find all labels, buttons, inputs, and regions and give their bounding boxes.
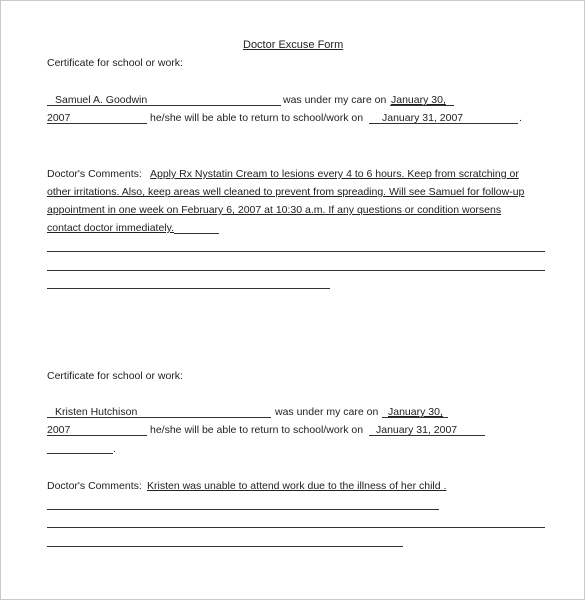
form-title: Doctor Excuse Form [243, 39, 344, 51]
certificate-2-blank-line [47, 509, 439, 510]
certificate-1-comment-line-4-tail [174, 233, 219, 234]
certificate-2-care-text: was under my care on [275, 406, 379, 418]
certificate-2-blank-line [47, 527, 545, 528]
certificate-1-comment-line-1: Apply Rx Nystatin Cream to lesions every 4 to 6 hours. Keep from scratching or [150, 168, 519, 180]
certificate-1-heading: Certificate for school or work: [47, 57, 183, 69]
certificate-1-blank-line [47, 288, 330, 289]
certificate-2-name-underline [47, 417, 271, 418]
certificate-1-return-date: January 31, 2007 [382, 112, 464, 124]
certificate-1-patient-name: Samuel A. Goodwin [55, 94, 148, 106]
certificate-1-return-date-underline [369, 123, 518, 124]
certificate-1-comment-line-3: appointment in one week on February 6, 2007 at 10:30 a.m. If any questions or condition worsens [47, 204, 502, 216]
certificate-2-return-text: he/she will be able to return to school/work on [150, 424, 364, 436]
certificate-2-return-date-underline [369, 435, 485, 436]
certificate-1-care-text: was under my care on [283, 94, 387, 106]
certificate-1-name-underline [47, 105, 281, 106]
certificate-1-return-end: . [519, 112, 522, 124]
certificate-1-comments-label: Doctor's Comments: [47, 168, 142, 180]
certificate-2-year-underline [47, 435, 147, 436]
certificate-1-year-underline [47, 123, 147, 124]
certificate-1-care-date-line2: 2007 [47, 112, 71, 124]
certificate-2-short-line [47, 453, 113, 454]
certificate-1-return-text: he/she will be able to return to school/work on [150, 112, 364, 124]
certificate-2-care-date-line1: January 30, [388, 406, 443, 418]
certificate-2-care-date-line2: 2007 [47, 424, 71, 436]
certificate-1-comment-line-2: other irritations. Also, keep areas well cleaned to prevent from spreading. Will see Samuel for follow-up [47, 186, 525, 198]
certificate-2-patient-name: Kristen Hutchison [55, 406, 138, 418]
certificate-1-care-date-line1: January 30, [391, 94, 446, 106]
certificate-2-return-date: January 31, 2007 [376, 424, 458, 436]
certificate-1-comment-line-4: contact doctor immediately. [47, 222, 175, 234]
certificate-2-return-end: . [113, 443, 116, 455]
certificate-2-care-date-underline [382, 417, 448, 418]
certificate-2-comments-label: Doctor's Comments: [47, 480, 142, 492]
certificate-2-heading: Certificate for school or work: [47, 370, 183, 382]
certificate-1-care-date-underline [390, 105, 454, 106]
certificate-2-blank-line [47, 546, 403, 547]
certificate-1-blank-line [47, 270, 545, 271]
certificate-2-comment-line-1: Kristen was unable to attend work due to the illness of her child . [147, 480, 447, 492]
certificate-1-blank-line [47, 251, 545, 252]
